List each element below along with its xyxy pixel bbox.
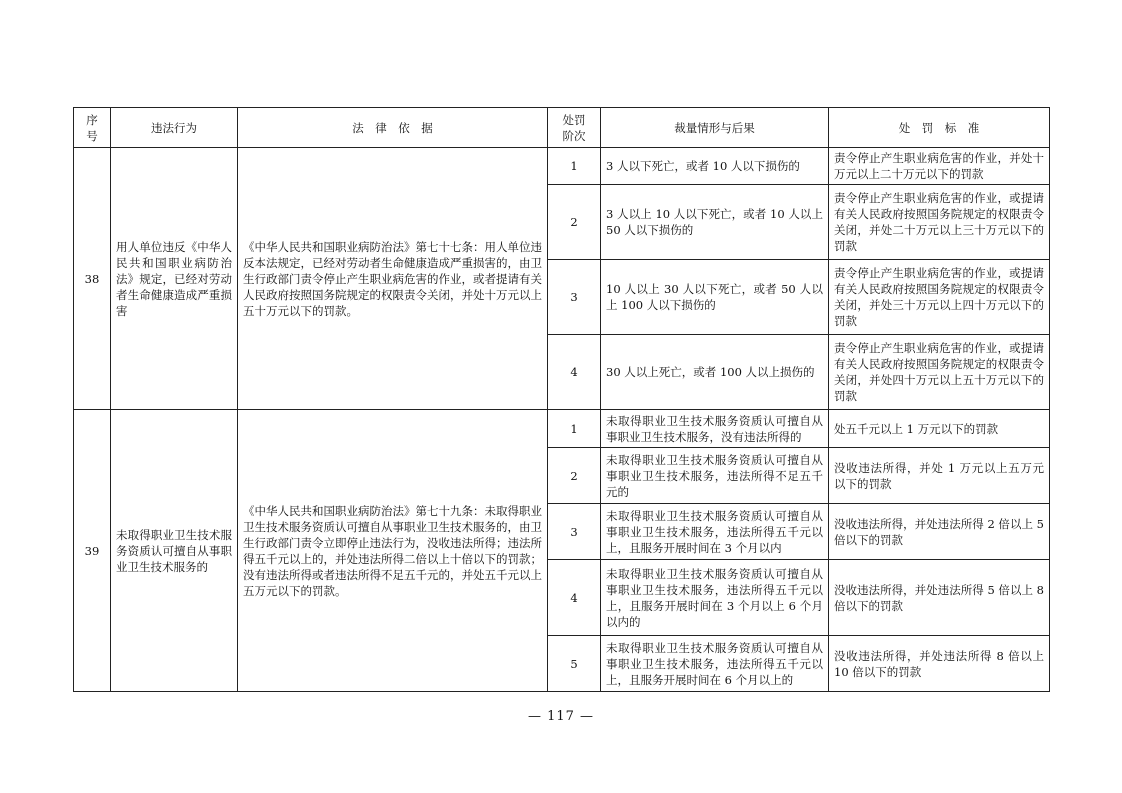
header-violation: 违法行为: [111, 108, 238, 148]
level-standard: 责令停止产生职业病危害的作业，或提请有关人民政府按照国务院规定的权限责令关闭，并处二十万元以上三十万元以下的罚款: [829, 185, 1050, 260]
row-violation: 未取得职业卫生技术服务资质认可擅自从事职业卫生技术服务的: [111, 410, 238, 692]
header-circumstances: 裁量情形与后果: [601, 108, 829, 148]
level-number: 2: [548, 448, 601, 504]
level-circumstance: 3 人以上 10 人以下死亡，或者 10 人以上 50 人以下损伤的: [601, 185, 829, 260]
row-seq: 38: [74, 148, 111, 410]
header-standard: 处 罚 标 准: [829, 108, 1050, 148]
level-number: 2: [548, 185, 601, 260]
level-circumstance: 未取得职业卫生技术服务资质认可擅自从事职业卫生技术服务，违法所得五千元以上，且服务开展时间在 6 个月以上的: [601, 636, 829, 692]
level-standard: 没收违法所得，并处违法所得 5 倍以上 8 倍以下的罚款: [829, 560, 1050, 636]
penalty-table: [73, 107, 1050, 692]
page-number: — 117 —: [527, 709, 595, 724]
row-seq: 39: [74, 410, 111, 692]
row-legal-basis: 《中华人民共和国职业病防治法》第七十九条：未取得职业卫生技术服务资质认可擅自从事职业卫生技术服务的，由卫生行政部门责令立即停止违法行为，没收违法所得；违法所得五千元以上的，并处违法所得二倍以上十倍以下的罚款；没有违法所得或者违法所得不足五千元的，并处五千元以上五万元以下的罚款。: [238, 410, 548, 692]
table-row: [74, 148, 1050, 185]
header-seq: 序 号: [74, 108, 111, 148]
level-number: 1: [548, 410, 601, 448]
level-circumstance: 3 人以下死亡，或者 10 人以下损伤的: [601, 148, 829, 185]
level-number: 4: [548, 560, 601, 636]
level-standard: 没收违法所得，并处 1 万元以上五万元以下的罚款: [829, 448, 1050, 504]
level-circumstance: 未取得职业卫生技术服务资质认可擅自从事职业卫生技术服务，违法所得不足五千元的: [601, 448, 829, 504]
level-standard: 责令停止产生职业病危害的作业，并处十万元以上二十万元以下的罚款: [829, 148, 1050, 185]
level-number: 5: [548, 636, 601, 692]
level-circumstance: 30 人以上死亡，或者 100 人以上损伤的: [601, 335, 829, 410]
level-number: 1: [548, 148, 601, 185]
level-number: 3: [548, 504, 601, 560]
level-circumstance: 未取得职业卫生技术服务资质认可擅自从事职业卫生技术服务，违法所得五千元以上，且服务开展时间在 3 个月以内: [601, 504, 829, 560]
row-violation: 用人单位违反《中华人民共和国职业病防治法》规定，已经对劳动者生命健康造成严重损害: [111, 148, 238, 410]
row-legal-basis: 《中华人民共和国职业病防治法》第七十七条：用人单位违反本法规定，已经对劳动者生命健康造成严重损害的，由卫生行政部门责令停止产生职业病危害的作业，或者提请有关人民政府按照国务院规定的权限责令关闭，并处十万元以上五十万元以下的罚款。: [238, 148, 548, 410]
level-standard: 责令停止产生职业病危害的作业，或提请有关人民政府按照国务院规定的权限责令关闭，并处四十万元以上五十万元以下的罚款: [829, 335, 1050, 410]
header-basis: 法 律 依 据: [238, 108, 548, 148]
table-header-row: [74, 108, 1050, 148]
level-standard: 没收违法所得，并处违法所得 2 倍以上 5 倍以下的罚款: [829, 504, 1050, 560]
level-circumstance: 未取得职业卫生技术服务资质认可擅自从事职业卫生技术服务，违法所得五千元以上，且服务开展时间在 3 个月以上 6 个月以内的: [601, 560, 829, 636]
level-number: 4: [548, 335, 601, 410]
level-standard: 责令停止产生职业病危害的作业，或提请有关人民政府按照国务院规定的权限责令关闭，并处三十万元以上四十万元以下的罚款: [829, 260, 1050, 335]
table-row: [74, 410, 1050, 448]
level-circumstance: 未取得职业卫生技术服务资质认可擅自从事职业卫生技术服务，没有违法所得的: [601, 410, 829, 448]
level-number: 3: [548, 260, 601, 335]
level-circumstance: 10 人以上 30 人以下死亡，或者 50 人以上 100 人以下损伤的: [601, 260, 829, 335]
level-standard: 没收违法所得，并处违法所得 8 倍以上 10 倍以下的罚款: [829, 636, 1050, 692]
header-level: 处罚 阶次: [548, 108, 601, 148]
level-standard: 处五千元以上 1 万元以下的罚款: [829, 410, 1050, 448]
